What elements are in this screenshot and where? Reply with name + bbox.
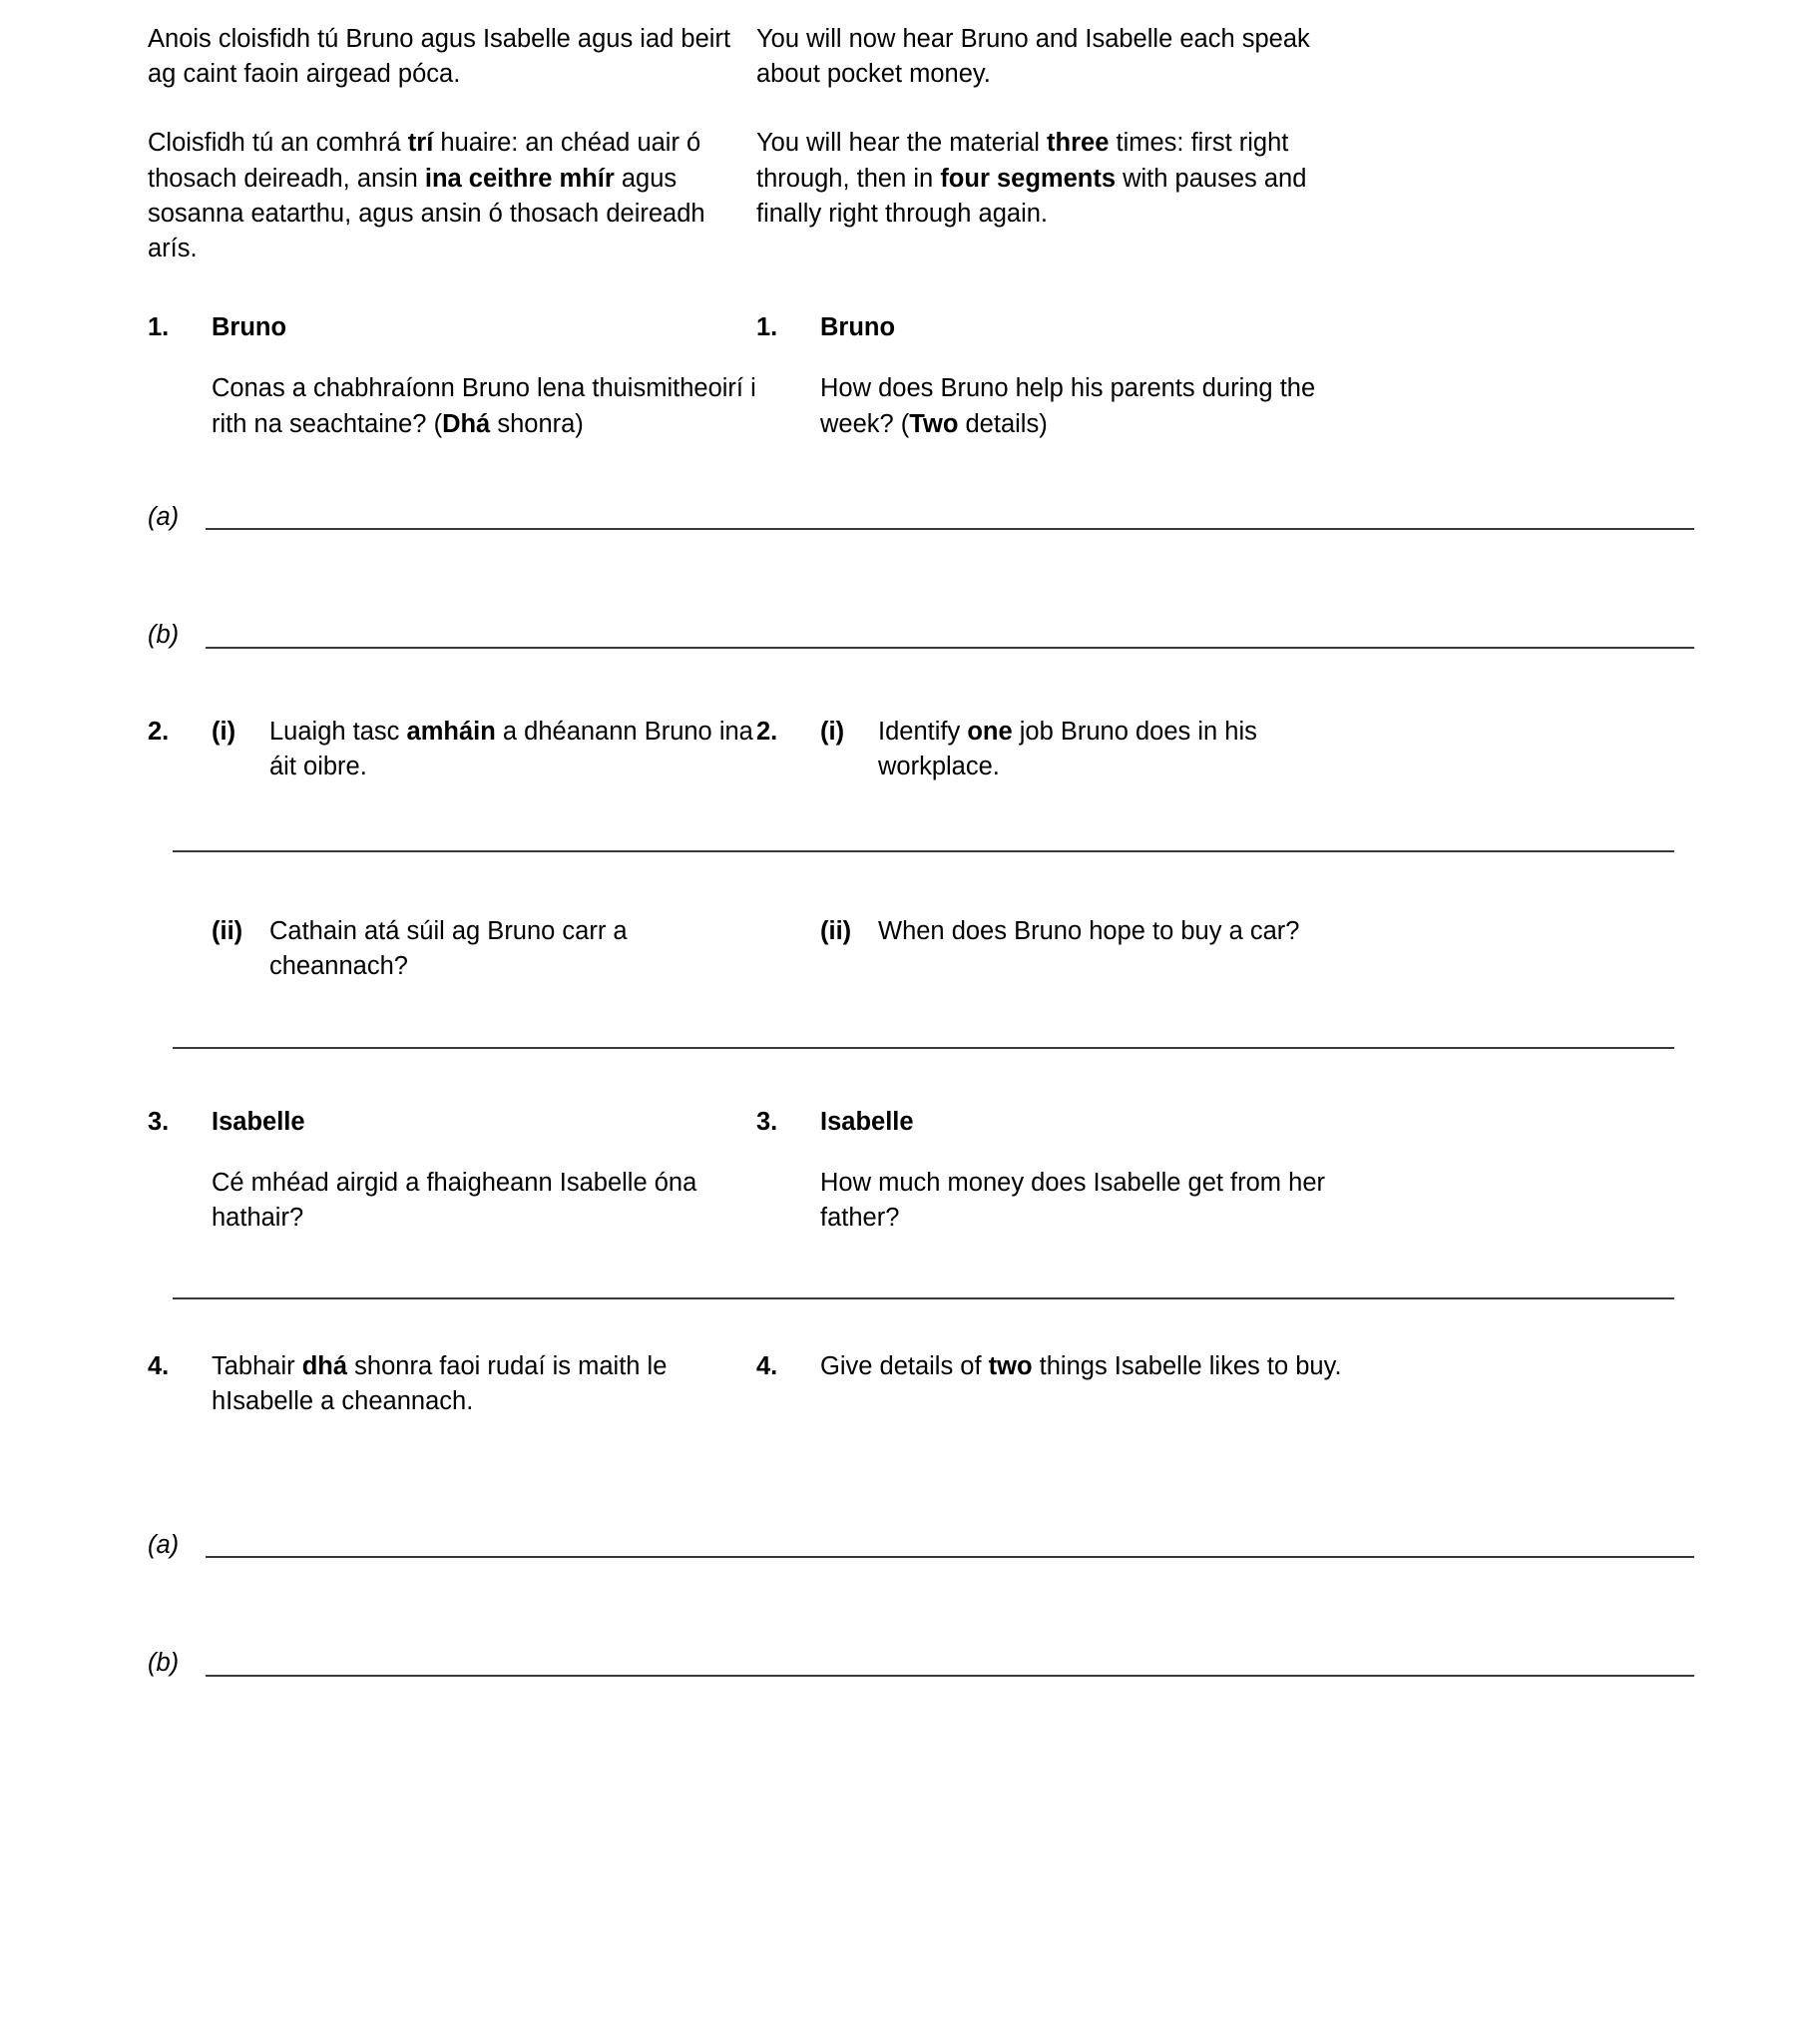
question-1-body-english-col — [756, 371, 1365, 441]
intro-paragraph-2-row — [0, 126, 1814, 266]
q2i-english-pre: Identify — [878, 717, 968, 746]
question-4-irish — [148, 1349, 756, 1419]
question-3-text-english: How much money does Isabelle get from her father? — [820, 1168, 1325, 1232]
intro-paragraph-1-row — [0, 0, 1814, 92]
q4-irish-pre: Tabhair — [212, 1352, 302, 1381]
question-2ii-roman-irish: (ii) — [212, 917, 243, 946]
question-3-body-row — [0, 1166, 1814, 1236]
question-2-number-irish: 2. — [148, 717, 170, 746]
q1-irish-pre: Conas a chabhraíonn Bruno lena thuismitheoirí i rith na seachtaine? ( — [212, 374, 756, 438]
question-2i-text-english — [878, 715, 1365, 784]
question-3-body-irish — [148, 1166, 756, 1236]
spacer-q1-heading-body — [0, 345, 1814, 371]
q2i-english-post: job Bruno does in his workplace. — [878, 717, 1257, 781]
question-4-number-irish: 4. — [148, 1352, 170, 1381]
question-1-body-indent-irish — [148, 371, 212, 441]
question-1-text-irish — [212, 371, 756, 441]
question-1-english-col — [756, 310, 1365, 345]
question-2i-roman-english: (i) — [820, 717, 845, 746]
question-4-text-irish — [212, 1349, 756, 1419]
question-2ii-english-col — [756, 914, 1365, 984]
question-1-body-irish — [148, 371, 756, 441]
question-3-irish-heading — [148, 1105, 756, 1140]
intro2-irish-bold-ceithre-mhir: ina ceithre mhír — [424, 164, 615, 193]
intro2-irish-bold-tri: trí — [407, 129, 434, 158]
intro2-irish-mid: huaire: an chéad uair ó thosach deireadh, ansin — [148, 129, 701, 193]
answer-label-b-q1: (b) — [148, 621, 180, 650]
intro2-english-bold-four-segments: four segments — [940, 164, 1117, 193]
spacer-before-sep-2 — [0, 985, 1814, 1047]
intro-paragraph-1-irish: Anois cloisfidh tú Bruno agus Isabelle agus iad beirt ag caint faoin airgead póca. — [148, 25, 731, 89]
question-4-row — [0, 1349, 1814, 1419]
question-1-irish-heading — [148, 310, 756, 345]
answer-rule-a-q1[interactable] — [206, 528, 1694, 530]
spacer-after-sep-2 — [0, 1049, 1814, 1105]
intro2-english-pre: You will hear the material — [756, 129, 1048, 158]
question-3-number-english: 3. — [756, 1107, 778, 1136]
answer-rule-a-q4[interactable] — [206, 1556, 1694, 1558]
intro2-irish-pre: Cloisfidh tú an comhrá — [148, 129, 408, 158]
spacer-before-q1 — [0, 266, 1814, 310]
question-4-number-english: 4. — [756, 1352, 778, 1381]
question-3-body-irish-col — [148, 1166, 756, 1236]
q4-english-bold-two: two — [988, 1352, 1033, 1381]
q4-irish-post: shonra faoi rudaí is maith le hIsabelle a cheannach. — [212, 1352, 668, 1416]
intro-spacer — [0, 92, 1814, 126]
question-1-text-english — [820, 371, 1365, 441]
answer-rule-b-q1[interactable] — [206, 647, 1694, 649]
question-4-text-english — [820, 1349, 1365, 1384]
question-3-body-english — [756, 1166, 1365, 1236]
question-2ii-english — [756, 914, 1365, 949]
spacer-before-q1a — [0, 442, 1814, 502]
question-3-heading-row — [0, 1105, 1814, 1140]
question-1-body-irish-col — [148, 371, 756, 441]
question-2ii-irish — [148, 914, 756, 984]
question-2ii-indent-english — [756, 914, 820, 949]
spacer-before-q2 — [0, 653, 1814, 715]
question-4-irish-col — [148, 1349, 756, 1419]
question-2i-irish-col — [148, 715, 756, 784]
question-1-heading-label-irish: Bruno — [212, 313, 287, 342]
q2i-irish-pre: Luaigh tasc — [269, 717, 407, 746]
question-2-number-english: 2. — [756, 717, 778, 746]
spacer-after-sep-3 — [0, 1299, 1814, 1349]
question-1-body-indent-english — [756, 371, 820, 441]
question-2i-english-col — [756, 715, 1365, 784]
intro-paragraph-1-english-col — [756, 22, 1365, 92]
question-1-heading-row — [0, 310, 1814, 345]
question-3-heading-label-english: Isabelle — [820, 1107, 914, 1136]
q4-english-post: things Isabelle likes to buy. — [1032, 1352, 1342, 1381]
question-2ii-indent-irish — [148, 914, 212, 984]
question-1-answer-line-a[interactable] — [0, 502, 1814, 535]
q1-irish-post: shonra) — [490, 409, 584, 438]
intro-paragraph-2-irish — [148, 126, 756, 266]
question-3-number-irish: 3. — [148, 1107, 170, 1136]
question-4-english — [756, 1349, 1365, 1384]
intro2-irish-post: agus sosanna eatarthu, agus ansin ó thosach deireadh arís. — [148, 164, 705, 262]
question-1-irish-col — [148, 310, 756, 345]
question-3-text-irish: Cé mhéad airgid a fhaigheann Isabelle óna hathair? — [212, 1168, 697, 1232]
intro-paragraph-2-english-col — [756, 126, 1365, 266]
question-2i-irish — [148, 715, 756, 784]
question-2i-roman-irish: (i) — [212, 717, 236, 746]
question-1-body-row — [0, 371, 1814, 441]
question-3-heading-label-irish: Isabelle — [212, 1107, 305, 1136]
intro2-english-bold-three: three — [1047, 129, 1110, 158]
spacer-between-q4ab — [0, 1562, 1814, 1648]
question-3-irish-col — [148, 1105, 756, 1140]
question-1-number-english: 1. — [756, 313, 778, 342]
q4-english-pre: Give details of — [820, 1352, 989, 1381]
spacer-q3-heading-body — [0, 1140, 1814, 1166]
q1-english-post: details) — [958, 409, 1048, 438]
question-3-english-heading — [756, 1105, 1365, 1140]
q2i-irish-post: a dhéanann Bruno ina áit oibre. — [269, 717, 753, 781]
spacer-between-q1ab — [0, 534, 1814, 620]
question-2ii-text-english: When does Bruno hope to buy a car? — [878, 917, 1300, 946]
question-1-number-irish: 1. — [148, 313, 170, 342]
q1-english-bold-two: Two — [909, 409, 959, 438]
q2i-irish-bold-amhain: amháin — [406, 717, 496, 746]
spacer-after-sep-1 — [0, 852, 1814, 914]
intro2-english-mid: times: first right through, then in — [756, 129, 1289, 193]
intro-paragraph-1-irish-col — [148, 22, 756, 92]
intro2-english-post: with pauses and finally right through again. — [756, 164, 1307, 228]
question-3-body-indent-irish — [148, 1166, 212, 1236]
answer-rule-b-q4[interactable] — [206, 1675, 1694, 1677]
question-2i-text-irish — [269, 715, 756, 784]
spacer-before-sep-3 — [0, 1236, 1814, 1297]
question-1-body-english — [756, 371, 1365, 441]
question-4-english-col — [756, 1349, 1365, 1419]
q1-irish-bold-dha: Dhá — [442, 409, 491, 438]
question-4-answer-line-b[interactable] — [0, 1648, 1814, 1681]
question-2-part-i-row — [0, 715, 1814, 784]
intro-paragraph-1-english: You will now hear Bruno and Isabelle each speak about pocket money. — [756, 25, 1310, 89]
intro-paragraph-2-english — [756, 126, 1365, 232]
question-2ii-roman-english: (ii) — [820, 917, 852, 946]
question-3-body-english-col — [756, 1166, 1365, 1236]
q1-english-pre: How does Bruno help his parents during the week? ( — [820, 374, 1316, 438]
question-2ii-irish-col — [148, 914, 756, 984]
question-3-english-col — [756, 1105, 1365, 1140]
question-3-body-indent-english — [756, 1166, 820, 1236]
question-1-heading-label-english: Bruno — [820, 313, 896, 342]
question-2-part-ii-row — [0, 914, 1814, 984]
answer-label-a-q1: (a) — [148, 502, 180, 531]
question-4-answer-line-a[interactable] — [0, 1530, 1814, 1563]
spacer-before-q4a — [0, 1420, 1814, 1530]
answer-label-b-q4: (b) — [148, 1649, 180, 1678]
answer-label-a-q4: (a) — [148, 1530, 180, 1559]
question-1-answer-line-b[interactable] — [0, 620, 1814, 653]
question-2ii-text-irish: Cathain atá súil ag Bruno carr a cheannach? — [269, 917, 628, 981]
question-1-english-heading — [756, 310, 1365, 345]
spacer-before-sep-1 — [0, 784, 1814, 850]
question-2i-english — [756, 715, 1365, 784]
q2i-english-bold-one: one — [967, 717, 1013, 746]
intro-paragraph-2-irish-col — [148, 126, 756, 266]
q4-irish-bold-dha: dhá — [301, 1352, 348, 1381]
